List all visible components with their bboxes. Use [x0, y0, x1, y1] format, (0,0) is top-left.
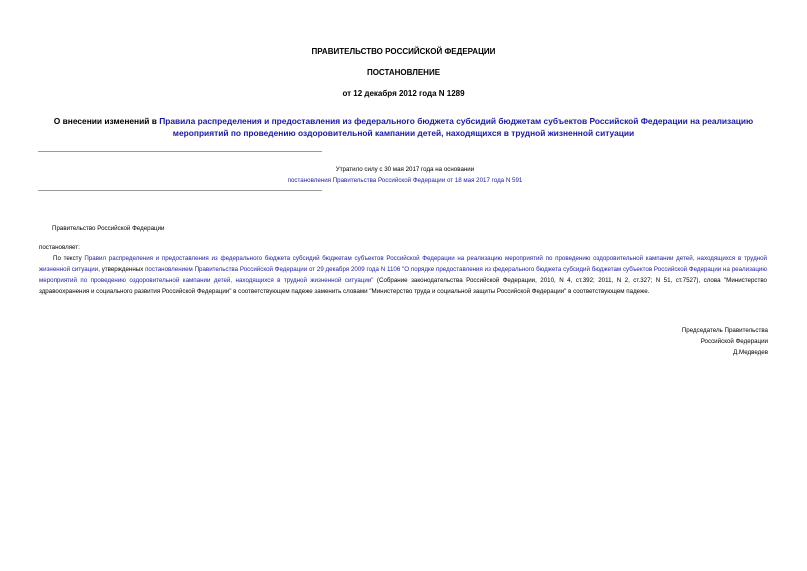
decree-body [39, 253, 767, 297]
paragraph-end: (Собрание законодательства Российской Федерации, 2010, N 4, ст.392; 2011, N 2, ст.327; N 51, ст.7527), слова "Министерство здравоохранения и социального развития Российской Федерации" в соответствующем падеже заменить словами "Министерство труда и социальной защиты Российской Федерации" в соответствующем падеже. [39, 277, 767, 295]
repeal-decree-link[interactable]: постановления Правительства Российской Федерации от 18 мая 2017 года N 591 [287, 177, 523, 184]
paragraph-mid: , утвержденных [98, 266, 146, 273]
document-type-heading: ПОСТАНОВЛЕНИЕ [366, 68, 441, 77]
signature-org: Российской Федерации [700, 338, 768, 345]
date-number-heading: от 12 декабря 2012 года N 1289 [342, 89, 465, 98]
government-heading: ПРАВИТЕЛЬСТВО РОССИЙСКОЙ ФЕДЕРАЦИИ [311, 47, 496, 56]
divider-bottom [38, 190, 322, 191]
signature-name: Д.Медведев [733, 349, 768, 356]
divider-top [38, 151, 322, 152]
title-rules-link[interactable]: Правила распределения и предоставления из федерального бюджета субсидий бюджетам субъектов Российской Федерации на реализацию мероприятий по проведению оздоровительной кампании детей, находящихся в трудной жизненной ситуации [159, 116, 754, 138]
title-prefix: О внесении изменений в [53, 116, 160, 126]
status-note-text: Утратило силу с 30 мая 2017 года на основании [335, 166, 475, 173]
decree-word: постановляет: [39, 244, 80, 251]
document-title [40, 115, 767, 139]
decree-paragraph [39, 253, 767, 297]
government-label: Правительство Российской Федерации [52, 225, 165, 232]
status-note [200, 164, 610, 186]
rules-link[interactable]: Правил распределения и предоставления из федерального бюджета субсидий бюджетам субъектов Российской Федерации на реализацию мероприятий по проведению оздоровительной кампании детей, находящихся в трудной жизненной ситуации [39, 255, 767, 273]
signature-title: Председатель Правительства [681, 327, 768, 334]
decree-1106-link[interactable]: постановлением Правительства Российской Федерации от 29 декабря 2009 года N 1106 "О порядке предоставления из федерального бюджета субсидий бюджетам субъектов Российской Федерации на реализацию мероприятий по проведению оздоровительной кампании детей, находящихся в трудной жизненной ситуации" [39, 266, 767, 284]
signature-block [568, 325, 768, 358]
paragraph-start: По тексту [53, 255, 85, 262]
